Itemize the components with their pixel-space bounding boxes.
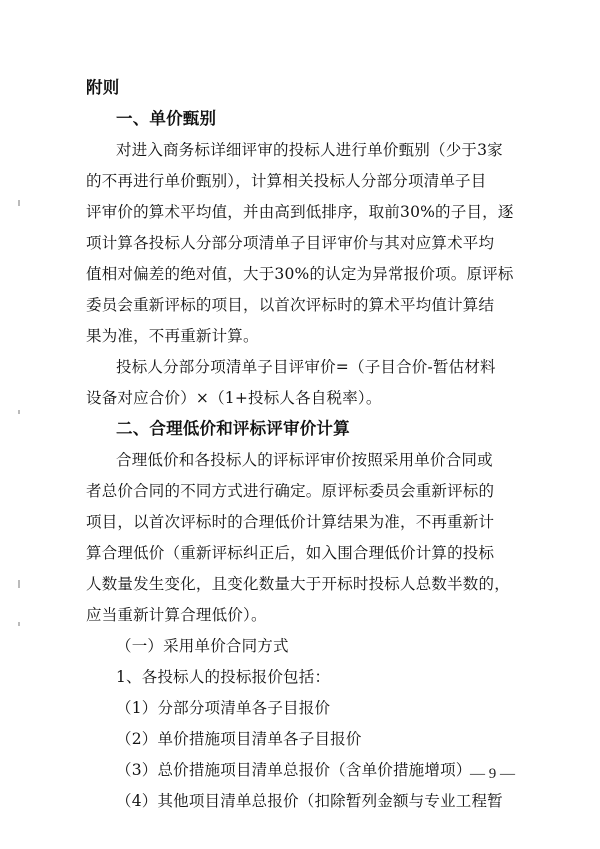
scan-mark — [18, 622, 20, 626]
section-title: 一、单价甄别 — [116, 109, 217, 128]
paragraph-line: 的不再进行单价甄别），计算相关投标人分部分项清单子目 — [86, 172, 487, 190]
page-number: — 9 — — [470, 766, 515, 782]
paragraph-line: 委员会重新评标的项目，以首次评标时的算术平均值计算结 — [86, 296, 495, 314]
scan-mark — [18, 580, 20, 588]
paragraph-line: 对进入商务标详细评审的投标人进行单价甄别（少于3家 — [116, 141, 503, 159]
list-item: （1）分部分项清单各子目报价 — [116, 699, 331, 717]
paragraph-line: 项计算各投标人分部分项清单子目评审价与其对应算术平均 — [86, 234, 495, 252]
list-item: （3）总价措施项目清单总报价（含单价措施增项） — [116, 761, 472, 779]
paragraph-line: 合理低价和各投标人的评标评审价按照采用单价合同或 — [116, 451, 493, 469]
paragraph-line: 评审价的算术平均值，并由高到低排序，取前30%的子目，逐 — [86, 203, 514, 221]
paragraph-line: 果为准，不再重新计算。 — [86, 327, 259, 345]
paragraph-line: 应当重新计算合理低价）。 — [86, 606, 267, 624]
document-heading: 附则 — [86, 78, 120, 97]
paragraph-line: 设备对应合价）×（1+投标人各自税率）。 — [86, 389, 382, 407]
section-title: 二、合理低价和评标评审价计算 — [116, 419, 350, 438]
paragraph-line: 者总价合同的不同方式进行确定。原评标委员会重新评标的 — [86, 482, 495, 500]
paragraph-line: 投标人分部分项清单子目评审价=（子目合价-暂估材料 — [116, 358, 496, 376]
scan-mark — [18, 200, 20, 206]
list-heading: 1、各投标人的投标报价包括： — [116, 668, 331, 686]
paragraph-line: 项目，以首次评标时的合理低价计算结果为准，不再重新计 — [86, 513, 495, 531]
scan-mark — [18, 410, 20, 414]
list-item: （2）单价措施项目清单各子目报价 — [116, 730, 362, 748]
paragraph-line: 算合理低价（重新评标纠正后，如入围合理低价计算的投标 — [86, 544, 495, 562]
paragraph-line: 值相对偏差的绝对值，大于30%的认定为异常报价项。原评标 — [86, 265, 514, 283]
list-item: （4）其他项目清单总报价（扣除暂列金额与专业工程暂 — [116, 792, 503, 810]
subsection-title: （一）采用单价合同方式 — [116, 637, 289, 655]
paragraph-line: 人数量发生变化，且变化数量大于开标时投标人总数半数的， — [86, 575, 510, 593]
